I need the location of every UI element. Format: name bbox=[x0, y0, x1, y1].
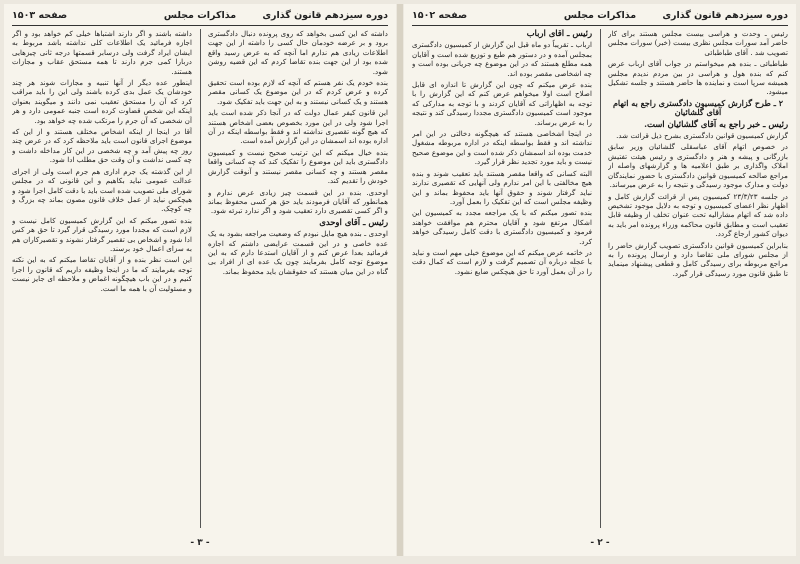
paragraph: بنده خیال میکنم که این ترتیب صحیح نیست و کمیسیون دادگستری باید این موضوع را تفکیک کند که چه کسانی واقعا مقصر هستند و چه کسانی مقصر نیستند و آنوقت گزارش خودش را تقدیم کند. bbox=[208, 147, 388, 186]
header-rule bbox=[412, 25, 788, 26]
paragraph: اوحدی ـ بنده هیچ مایل نبودم که وضعیت مراجعه بشود به یک عده خاصی و در این قسمت عرایضی داشتم که اجازه فرمائید بعدا عرض کنم و از آقایان استدعا دارم که به این موضوع توجه کامل بفرمایند چون یک عده ای از افراد بی گناه در این میان هستند که حقوقشان باید محفوظ بماند. bbox=[208, 229, 388, 276]
paragraph: طباطبائی ـ بنده هم میخواستم در جواب آقای ارباب عرض کنم که بنده هول و هراسی در بین مردم ندیدم مجلس همیشه سرپا است و نماینده ها حاضر هستند و جلسه تشکیل میشود. bbox=[608, 59, 788, 97]
paragraph: بنده خودم یک نفر هستم که آنچه که لازم بوده است تحقیق کرده و عرض کردم که در این موضوع یک کسانی مقصر هستند و یک کسانی نیستند و به این جهت باید تفکیک شود. bbox=[208, 78, 388, 106]
paragraph: در اینجا اشخاصی هستند که هیچگونه دخالتی در این امر نداشته اند و فقط بواسطه اینکه در اداره مربوطه مشغول خدمت بوده اند اسمشان ذکر شده است و این موضوع صحیح نیست و باید مورد تجدید نظر قرار گیرد. bbox=[412, 129, 592, 167]
speaker-line: رئیس ـ خبر راجع به آقای گلشائیان است. bbox=[644, 118, 788, 129]
right-page bbox=[404, 4, 796, 556]
paragraph: داشته که این کسی بخواهد که روی پرونده دنبال دادگستری برود و بر عرضه خودمان حال کسی را داشته از این جهت اطلاعات زیادی هم ندارم اما آنچه که به عرض رسید واقع شده بود از این جهت بنده تقاضا کردم که این قضیه روشن شود. bbox=[208, 29, 388, 76]
paragraph: بنده تصور میکنم که این گزارش کمیسیون کامل نیست و لازم است که مجددا مورد رسیدگی قرار گیرد تا حق هر کس ادا شود و اشخاص بی تقصیر گرفتار نشوند و تقصیرکاران هم به سزای اعمال خود برسند. bbox=[12, 215, 192, 253]
paragraph: البته کسانی که واقعا مقصر هستند باید تعقیب شوند و بنده هیچ مخالفتی با این امر ندارم ولی آنهایی که تقصیری ندارند نباید گرفتار شوند و حقوق آنها باید محفوظ بماند و این وظیفه مجلس است که این تفکیک را بعمل آورد. bbox=[412, 168, 592, 206]
speaker-line: رئیس ـ آقای اوحدی bbox=[319, 216, 388, 227]
paragraph: در خاتمه عرض میکنم که این موضوع خیلی مهم است و نباید با عجله درباره آن تصمیم گرفت و لازم است که کمال دقت را در آن بعمل آورد تا حق هیچکس ضایع نشود. bbox=[412, 247, 592, 276]
page-folio: - ۲ - bbox=[590, 538, 610, 548]
session-title: دوره سیزدهم قانون گذاری bbox=[262, 10, 388, 21]
paragraph: آقا در اینجا از اینکه اشخاص مختلف هستند و از این که موضوع اجرای قانون است باید ملاحظه کرد که در عرض چند روز چه پیش آمد و چه شخصی در این کار مداخله داشت و چه کسی نداشت و آن وقت حق مطلب ادا شود. bbox=[12, 127, 192, 165]
running-title: مذاکرات مجلس bbox=[163, 10, 237, 21]
page-header bbox=[12, 10, 388, 24]
page-number: صفحه ۱۵۰۳ bbox=[12, 10, 68, 21]
text-column-left bbox=[12, 29, 192, 528]
paragraph: در خصوص اتهام آقای عباسقلی گلشائیان وزیر سابق بازرگانی و پیشه و هنر و دادگستری و رئیس هیئت تفتیش املاک واگذاری بر طبق اعلامیه ها و گزارشهای واصله از مراجع صالحه کمیسیون قوانین دادگستری با حضور نمایندگان دولت و مدارک موجود رسیدگی و نتیجه را به عرض میرساند. bbox=[608, 142, 788, 190]
column-divider bbox=[200, 29, 201, 528]
book-gutter bbox=[397, 4, 403, 556]
header-rule bbox=[12, 25, 388, 26]
left-page bbox=[4, 4, 396, 556]
paragraph: در جلسه ۲۳/۳/۲۳ کمیسیون پس از قرائت گزارش کامل و اظهار نظر اعضای کمیسیون و توجه به دلایل موجود تشخیص داده شد که اتهام مشارالیه تحت عنوان تخلف از وظیفه قابل تعقیب است و مطابق قانون محاکمه وزراء پرونده امر باید به دیوان کشور ارجاع گردد. bbox=[608, 191, 788, 239]
paragraph: این است نظر بنده و از آقایان تقاضا میکنم که به این نکته توجه بفرمایند که ما در اینجا وظیفه داریم که قانون را اجرا کنیم و در این باب هیچگونه اغماض و ملاحظه ای جایز نیست و مسئولیت آن با همه ما است. bbox=[12, 255, 192, 293]
column-divider bbox=[600, 29, 601, 528]
paragraph: اینطور عده دیگر از آنها تنبیه و مجازات شوند هر چند خودشان یک عمل بدی کرده باشند ولی این را باید مراقب کرد که آن را مستحق تعقیب نمی دانند و میگویند بعنوان اینکه این شخص قضاوت کرده است جنبه عمومی دارد و هر آن شخصی که آن جرم را مرتکب شده چه خواهد بود. bbox=[12, 78, 192, 125]
paragraph: رئیس ـ وحدت و هراسی بیست مجلس هستند برای کار حاضر آمد سورات مجلس نظری بیست (خبر) سورات مجلس تصویب شد . آقای طباطبائی bbox=[608, 29, 788, 57]
paragraph: بنابراین کمیسیون قوانین دادگستری تصویب گزارش حاضر را از مجلس شورای ملی تقاضا دارد و ارسال پرونده را به مراجع مربوطه برای رسیدگی کامل و قطعی پیشنهاد مینماید تا طبق قانون مورد رسیدگی قرار گیرد. bbox=[608, 240, 788, 278]
page-header bbox=[412, 10, 788, 24]
paragraph: بنده تصور میکنم که با یک مراجعه مجدد به کمیسیون این اشکال مرتفع شود و آقایان محترم هم موافقت خواهند فرمود و کمیسیون دادگستری با دقت کامل رسیدگی خواهد کرد. bbox=[412, 208, 592, 246]
text-column-right bbox=[608, 29, 788, 528]
session-title: دوره سیزدهم قانون گذاری bbox=[662, 10, 788, 21]
section-heading: ۲ ـ طرح گزارش کمیسیون دادگستری راجع به اتهام آقای گلشائیان bbox=[612, 97, 784, 118]
paragraph: بنده عرض میکنم که چون این گزارش تا اندازه ای قابل اصلاح است اولا میخواهم عرض کنم که این گزارش را با توجه به اظهاراتی که آقایان کردند و با توجه به مدارکی که موجود است کمیسیون دادگستری مجددا رسیدگی کند و نتیجه را به عرض برساند. bbox=[412, 80, 592, 127]
paragraph: این قانون کیفر عمال دولت که در آنجا ذکر شده است باید اجرا شود ولی در این مورد بخصوص بعضی اشخاص هستند که هیچ گونه تقصیری نداشته اند و فقط بواسطه اینکه در آن اداره بوده اند اسمشان در این گزارش آمده است. bbox=[208, 108, 388, 146]
paragraph: اوحدی. بنده در این قسمت چیز زیادی عرض ندارم و همانطور که آقایان فرمودند باید حق هر کسی محفوظ بماند و اگر کسی تقصیری دارد تعقیب شود و اگر ندارد تبرئه شود. bbox=[208, 187, 388, 216]
paragraph: داشته باشند و اگر دارند اشتباها خیلی کم خواهد بود و اگر اجازه فرمائید یک اطلاعات کلی نداشته باشد مربوط به ایشان ایراد گرفت ولی درسابر قسمتها درجه ثانی چیزهایی دربارا کمی جرم دارند تا همه مستحق عقاب و مجازات هستند. bbox=[12, 29, 192, 76]
page-number: صفحه ۱۵۰۲ bbox=[412, 10, 468, 21]
text-column-left bbox=[412, 29, 592, 528]
paragraph: ارباب ـ تقریباً دو ماه قبل این گزارش از کمیسیون دادگستری بمجلس آمده و در دستور هم طبع و توزیع شده است و آقایان همه مطلع هستند که در این موضوع چه جریانی بوده است و چه اشخاصی مقصر بوده اند. bbox=[412, 40, 592, 78]
text-column-right bbox=[208, 29, 388, 528]
page-folio: - ۳ - bbox=[190, 538, 210, 548]
running-title: مذاکرات مجلس bbox=[563, 10, 637, 21]
speaker-line: رئیس ـ آقای ارباب bbox=[526, 29, 592, 38]
paragraph: گزارش کمیسیون قوانین دادگستری بشرح ذیل قرائت شد. bbox=[616, 131, 788, 141]
paragraph: از این گذشته یک جرم اداری هم جرم است ولی از اجرای عدالت عمومی نباید بکاهیم و این قانونی که در مجلس شورای ملی تصویب شده است باید با دقت کامل اجرا شود و هیچکس نباید از عمل خلاف قانون مصون بماند چه بزرگ و چه کوچک. bbox=[12, 166, 192, 214]
